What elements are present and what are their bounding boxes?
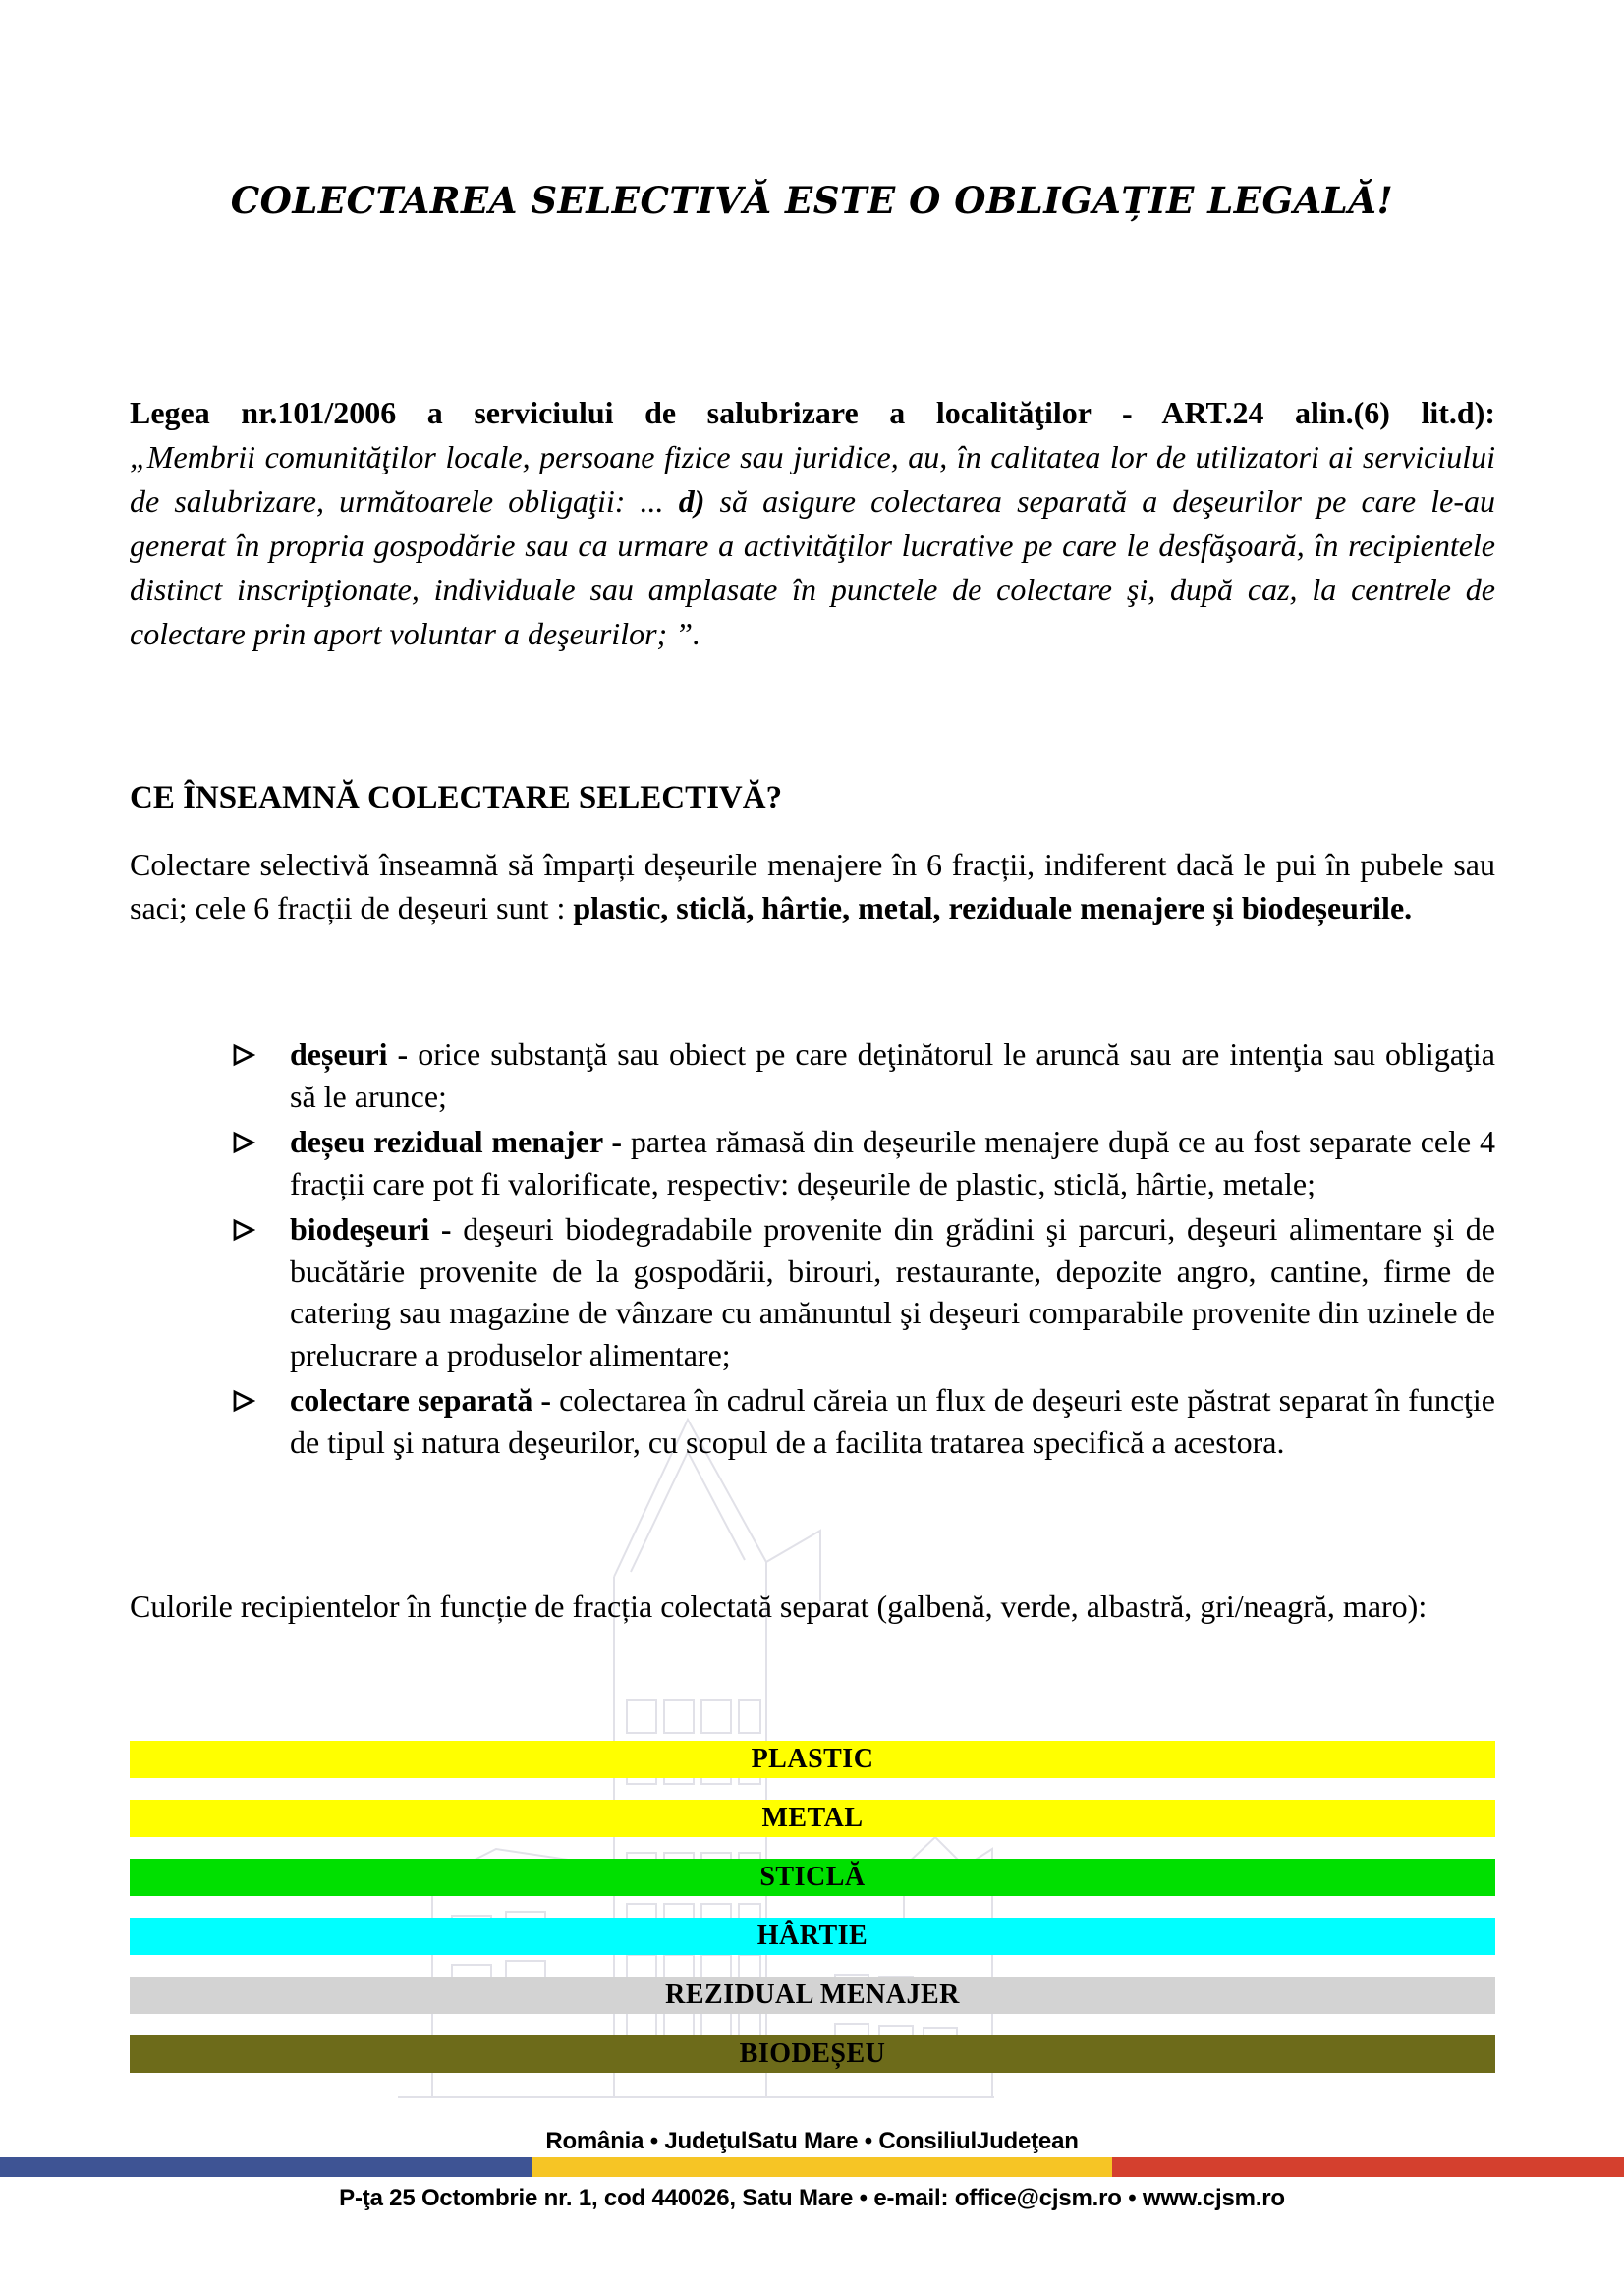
document-title: COLECTAREA SELECTIVĂ ESTE O OBLIGAȚIE LEGALĂ! [230, 179, 1394, 222]
fraction-bar-hartie [130, 1918, 1495, 1955]
definition-item [130, 1379, 1495, 1463]
fraction-bar-metal [130, 1800, 1495, 1837]
fraction-bar-label: HÂRTIE [756, 1921, 868, 1951]
section-heading: CE ÎNSEAMNĂ COLECTARE SELECTIVĂ? [130, 780, 783, 815]
fraction-bars [130, 1741, 1495, 2094]
colors-paragraph: Culorile recipientelor în funcție de fracția colectată separat (galbenă, verde, albastră, gri/neagră, maro): [130, 1589, 1428, 1624]
bullet-arrowhead-icon [232, 1217, 255, 1243]
legal-quote-open: „Membrii comunităţilor locale, persoane fizice sau juridice, au, în calitatea lor de utilizatori ai serviciului de salubrizare, următoarele obligaţii: ... [130, 439, 1495, 519]
definition-text: partea rămasă din deșeurile menajere după ce au fost separate cele 4 fracții care pot fi valorificate, respectiv: deșeurile de plastic, sticlă, hârtie, metale; [290, 1124, 1496, 1201]
legal-heading: Legea nr.101/2006 a serviciului de salubrizare a localităţilor - ART.24 alin.(6) lit.d): [130, 395, 1495, 430]
flag-yellow-segment [532, 2157, 1112, 2177]
definition-item [130, 1121, 1495, 1204]
fraction-bar-rezidual [130, 1977, 1495, 2014]
legal-paragraph [130, 391, 1495, 656]
flag-red-segment [1112, 2157, 1624, 2177]
flag-blue-segment [0, 2157, 532, 2177]
definition-text: colectarea în cadrul căreia un flux de deşeuri este păstrat separat în funcţie de tipul şi natura deşeurilor, cu scopul de a facilita tratarea specifică a acestora. [290, 1382, 1496, 1460]
definition-item [130, 1208, 1495, 1375]
bullet-arrowhead-icon [232, 1042, 255, 1068]
bullet-arrowhead-icon [232, 1388, 255, 1414]
footer-institution-line: România • JudeţulSatu Mare • ConsiliulJudeţean [545, 2128, 1079, 2154]
section-intro [130, 843, 1495, 929]
fraction-bar-label: STICLĂ [759, 1862, 866, 1892]
section-intro-text: Colectare selectivă înseamnă să împarți deșeurile menajere în 6 fracții, indiferent dacă le pui în pubele sau saci; cele 6 fracții de deșeuri sunt : [130, 847, 1495, 925]
fraction-bar-plastic [130, 1741, 1495, 1778]
fraction-bar-biodeseu [130, 2035, 1495, 2073]
definition-text: deşeuri biodegradabile provenite din grădini şi parcuri, deşeuri alimentare şi de bucătărie provenite de la gospodării, birouri, restaurante, depozite angro, cantine, firme de catering sau magazine de vânzare cu amănuntul şi deşeuri comparabile provenite din uzinele de prelucrare a produselor alimentare; [290, 1211, 1495, 1372]
definition-term: deșeuri - [290, 1036, 409, 1072]
definitions-list [130, 1033, 1495, 1467]
section-intro-fractions: plastic, sticlă, hârtie, metal, reziduale menajere și biodeșeurile. [573, 890, 1413, 925]
fraction-bar-label: REZIDUAL MENAJER [665, 1979, 960, 2010]
definition-term: deșeu rezidual menajer - [290, 1124, 623, 1159]
legal-quote [130, 435, 1495, 656]
bullet-arrowhead-icon [232, 1130, 255, 1155]
fraction-bar-label: METAL [761, 1803, 864, 1833]
definition-term: biodeşeuri - [290, 1211, 452, 1247]
romania-flag-bar [0, 2157, 1624, 2177]
legal-quote-rest: să asigure colectarea separată a deşeurilor pe care le-au generat în propria gospodărie sau ca urmare a activităţilor lucrative pe care le desfăşoară, în recipientele distinct inscripţionate, individuale sau amplasate în punctele de colectare şi, după caz, la centrele de colectare prin aport voluntar a deşeurilor; ”. [130, 483, 1496, 651]
definition-item [130, 1033, 1495, 1117]
definition-text: orice substanţă sau obiect pe care deţinătorul le aruncă sau are intenţia sau obligaţia să le arunce; [290, 1036, 1496, 1114]
footer-address-line: P-ţa 25 Octombrie nr. 1, cod 440026, Satu Mare • e-mail: office@cjsm.ro • www.cjsm.ro [339, 2185, 1285, 2211]
legal-quote-marker: d) [678, 483, 705, 519]
definition-term: colectare separată - [290, 1382, 552, 1418]
fraction-bar-label: PLASTIC [751, 1744, 874, 1774]
fraction-bar-sticla [130, 1859, 1495, 1896]
fraction-bar-label: BIODEȘEU [739, 2038, 886, 2069]
